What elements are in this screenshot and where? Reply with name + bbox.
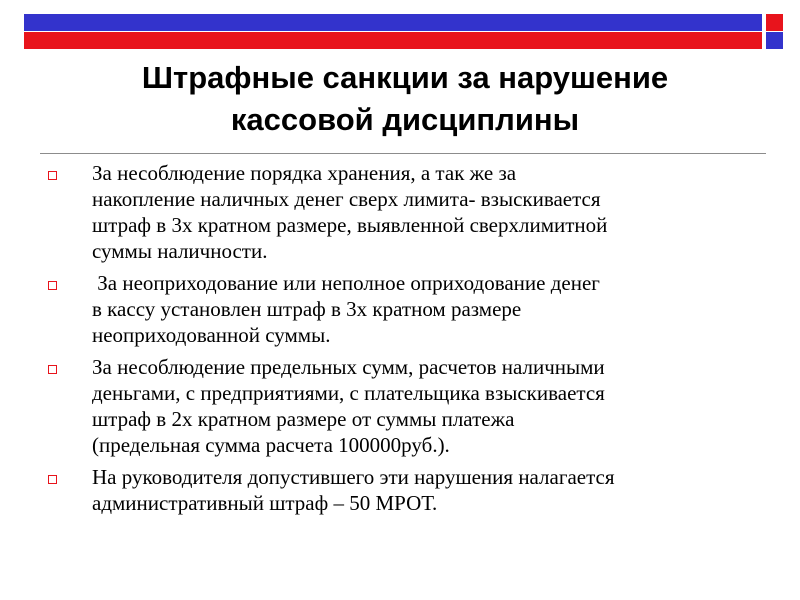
bullet-line: (предельная сумма расчета 100000руб.). [92,433,450,457]
bullet-line: суммы наличности. [92,239,268,263]
bullet-item-manager-fine [40,464,770,516]
corner-square-red [766,14,783,31]
corner-square-blue [766,32,783,49]
title-divider [40,153,766,154]
bullet-item-payment-limits [40,354,770,458]
slide-title-line-2: кассовой дисциплины [230,102,580,137]
bullet-line: За неоприходование или неполное оприходование денег [92,271,600,295]
header-bar-red [24,32,762,49]
bullet-line: накопление наличных денег сверх лимита- взыскивается [92,187,601,211]
bullet-line: штраф в 3х кратном размере, выявленной сверхлимитной [92,213,608,237]
bullet-line: На руководителя допустившего эти нарушения налагается [92,465,615,489]
square-bullet-icon [48,365,57,374]
bullet-line: За несоблюдение предельных сумм, расчетов наличными [92,355,605,379]
square-bullet-icon [48,171,57,180]
bullet-text [92,464,770,516]
bullet-line: деньгами, с предприятиями, с плательщика взыскивается [92,381,605,405]
bullet-item-storage-violation [40,160,770,264]
bullet-item-unrecorded-cash [40,270,770,348]
bullet-text [92,354,770,458]
bullet-line: неоприходованной суммы. [92,323,331,347]
bullet-line: административный штраф – 50 МРОТ. [92,491,438,515]
slide-title-line-1: Штрафные санкции за нарушение [141,60,669,95]
square-bullet-icon [48,281,57,290]
bullet-line: За несоблюдение порядка хранения, а так же за [92,161,517,185]
header-bar-blue [24,14,762,31]
bullet-line: в кассу установлен штраф в 3х кратном размере [92,297,522,321]
bullet-text [92,270,770,348]
bullet-text [92,160,770,264]
slide-title [40,57,770,141]
bullet-line: штраф в 2х кратном размере от суммы платежа [92,407,515,431]
bullet-list [40,160,770,522]
square-bullet-icon [48,475,57,484]
